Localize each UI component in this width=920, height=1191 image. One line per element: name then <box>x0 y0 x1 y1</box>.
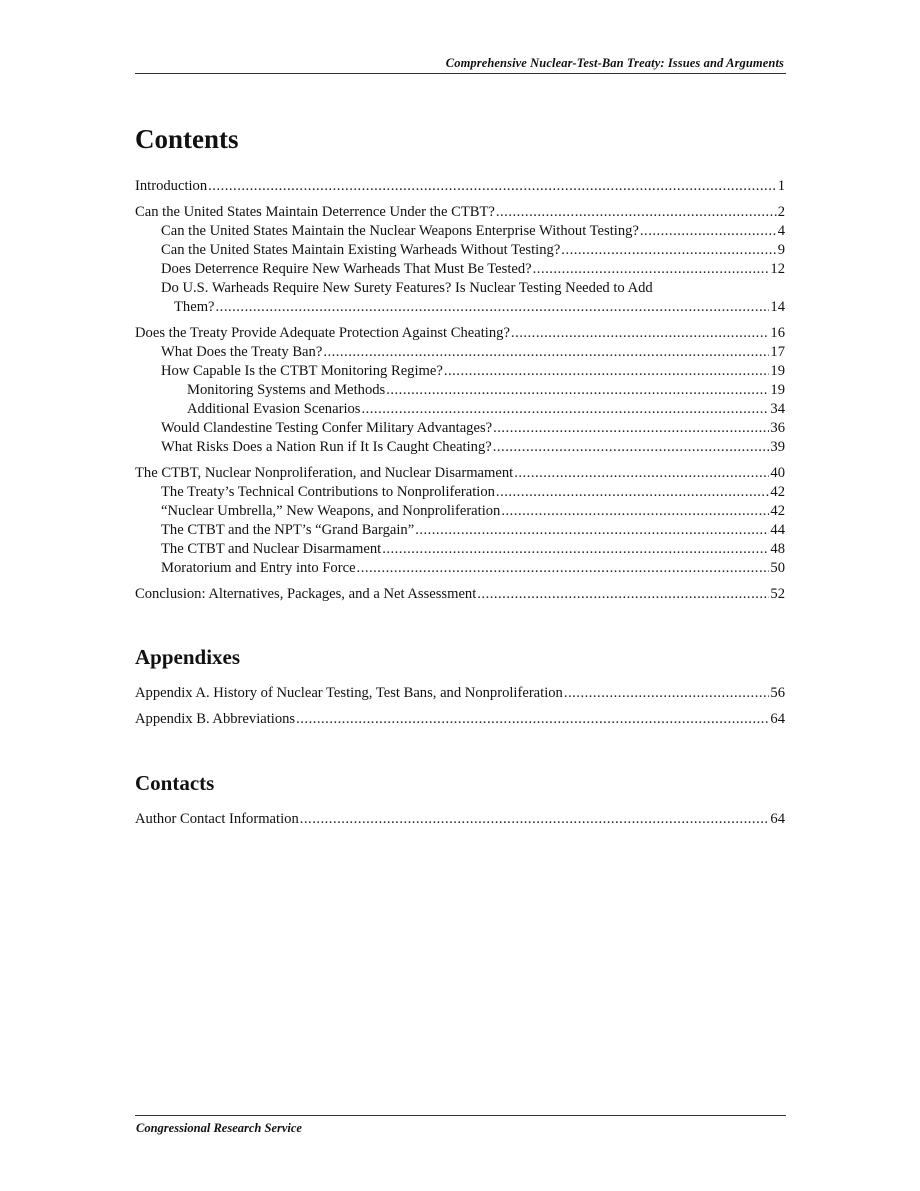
toc-entry[interactable] <box>135 464 785 483</box>
toc-page-number: 4 <box>777 223 785 239</box>
toc-entry-text-continued: Them? <box>174 299 215 315</box>
toc-entry-text: Moratorium and Entry into Force <box>161 560 356 576</box>
dot-leader <box>496 483 769 502</box>
running-header <box>135 55 786 74</box>
toc-entry-text: The Treaty’s Technical Contributions to Nonproliferation <box>161 484 495 500</box>
toc-entry-text: Author Contact Information <box>135 811 299 827</box>
contents-heading: Contents <box>135 124 239 154</box>
toc-entry[interactable] <box>135 362 785 381</box>
toc-entry[interactable] <box>135 260 785 279</box>
dot-leader <box>533 260 770 279</box>
toc-page-number: 42 <box>770 484 785 500</box>
toc-page-number: 56 <box>770 685 785 701</box>
dot-leader <box>444 362 770 381</box>
toc-page-number: 19 <box>770 363 785 379</box>
toc-page-number: 14 <box>770 299 785 315</box>
dot-leader <box>357 559 770 578</box>
dot-leader <box>300 810 770 829</box>
dot-leader <box>511 324 769 343</box>
toc-entry-text: “Nuclear Umbrella,” New Weapons, and Nonproliferation <box>161 503 501 519</box>
toc-entry-text: Can the United States Maintain Deterrence Under the CTBT? <box>135 204 495 220</box>
toc-entry[interactable] <box>135 559 785 578</box>
footer-publisher: Congressional Research Service <box>136 1121 302 1135</box>
toc-page-number: 39 <box>770 439 785 455</box>
dot-leader <box>415 521 769 540</box>
dot-leader <box>323 343 769 362</box>
toc-page-number: 12 <box>770 261 785 277</box>
toc-entry-text: Introduction <box>135 178 208 194</box>
toc-page-number: 40 <box>770 465 785 481</box>
toc-entry[interactable] <box>135 279 785 317</box>
toc-entry-text: The CTBT and Nuclear Disarmament <box>161 541 382 557</box>
running-header-title: Comprehensive Nuclear-Test-Ban Treaty: Issues and Arguments <box>445 56 784 70</box>
toc-entry[interactable] <box>135 343 785 362</box>
toc-entry[interactable] <box>135 502 785 521</box>
dot-leader <box>382 540 769 559</box>
toc-entry[interactable] <box>135 177 785 196</box>
toc-page-number: 9 <box>777 242 785 258</box>
dot-leader <box>386 381 769 400</box>
toc-entry-text: The CTBT and the NPT’s “Grand Bargain” <box>161 522 415 538</box>
toc-entry[interactable] <box>135 324 785 343</box>
toc-entry-text: Monitoring Systems and Methods <box>187 382 386 398</box>
toc-entry[interactable] <box>135 483 785 502</box>
toc-entry[interactable] <box>135 419 785 438</box>
toc-page-number: 36 <box>770 420 785 436</box>
contents-list <box>135 177 785 604</box>
dot-leader <box>477 585 769 604</box>
toc-page-number: 1 <box>777 178 785 194</box>
toc-entry-text: Does the Treaty Provide Adequate Protection Against Cheating? <box>135 325 510 341</box>
toc-entry-text: Additional Evasion Scenarios <box>187 401 361 417</box>
dot-leader <box>501 502 769 521</box>
toc-page-number: 48 <box>770 541 785 557</box>
dot-leader <box>296 710 769 729</box>
toc-page-number: 34 <box>770 401 785 417</box>
toc-entry-text: Can the United States Maintain the Nuclear Weapons Enterprise Without Testing? <box>161 223 639 239</box>
toc-entry-text: Conclusion: Alternatives, Packages, and a Net Assessment <box>135 586 477 602</box>
toc-entry[interactable] <box>135 540 785 559</box>
toc-entry[interactable] <box>135 710 785 729</box>
toc-page-number: 64 <box>770 811 785 827</box>
toc-page-number: 64 <box>770 711 785 727</box>
toc-entry-text: Would Clandestine Testing Confer Military Advantages? <box>161 420 493 436</box>
dot-leader <box>493 419 769 438</box>
toc-entry[interactable] <box>135 684 785 703</box>
toc-entry[interactable] <box>135 381 785 400</box>
toc-page-number: 16 <box>770 325 785 341</box>
dot-leader <box>640 222 777 241</box>
appendixes-list <box>135 684 785 729</box>
toc-entry[interactable] <box>135 585 785 604</box>
dot-leader <box>208 177 777 196</box>
contacts-list <box>135 810 785 829</box>
toc-entry[interactable] <box>135 400 785 419</box>
toc-page-number: 52 <box>770 586 785 602</box>
page-footer <box>135 1115 786 1135</box>
dot-leader <box>493 438 770 457</box>
toc-entry-text: Appendix A. History of Nuclear Testing, Test Bans, and Nonproliferation <box>135 685 563 701</box>
toc-entry-text: The CTBT, Nuclear Nonproliferation, and Nuclear Disarmament <box>135 465 514 481</box>
toc-entry-text: What Risks Does a Nation Run if It Is Caught Cheating? <box>161 439 492 455</box>
contacts-heading: Contacts <box>135 771 215 795</box>
toc-entry-text: Does Deterrence Require New Warheads That Must Be Tested? <box>161 261 532 277</box>
toc-page-number: 2 <box>777 204 785 220</box>
dot-leader <box>496 203 777 222</box>
toc-page-number: 19 <box>770 382 785 398</box>
toc-page-number: 17 <box>770 344 785 360</box>
toc-entry[interactable] <box>135 222 785 241</box>
toc-entry-text: Appendix B. Abbreviations <box>135 711 296 727</box>
dot-leader <box>216 298 770 317</box>
toc-entry[interactable] <box>135 521 785 540</box>
toc-page-number: 44 <box>770 522 785 538</box>
toc-entry-text: How Capable Is the CTBT Monitoring Regime? <box>161 363 443 379</box>
dot-leader <box>561 241 776 260</box>
toc-entry-text: Can the United States Maintain Existing Warheads Without Testing? <box>161 242 561 258</box>
toc-entry[interactable] <box>135 810 785 829</box>
dot-leader <box>361 400 769 419</box>
toc-entry[interactable] <box>135 438 785 457</box>
toc-entry[interactable] <box>135 203 785 222</box>
toc-page-number: 42 <box>770 503 785 519</box>
toc-entry[interactable] <box>135 241 785 260</box>
toc-page-number: 50 <box>770 560 785 576</box>
appendixes-heading: Appendixes <box>135 645 241 669</box>
dot-leader <box>564 684 770 703</box>
toc-entry-text: What Does the Treaty Ban? <box>161 344 323 360</box>
dot-leader <box>514 464 769 483</box>
toc-entry-text: Do U.S. Warheads Require New Surety Features? Is Nuclear Testing Needed to Add <box>161 280 653 296</box>
